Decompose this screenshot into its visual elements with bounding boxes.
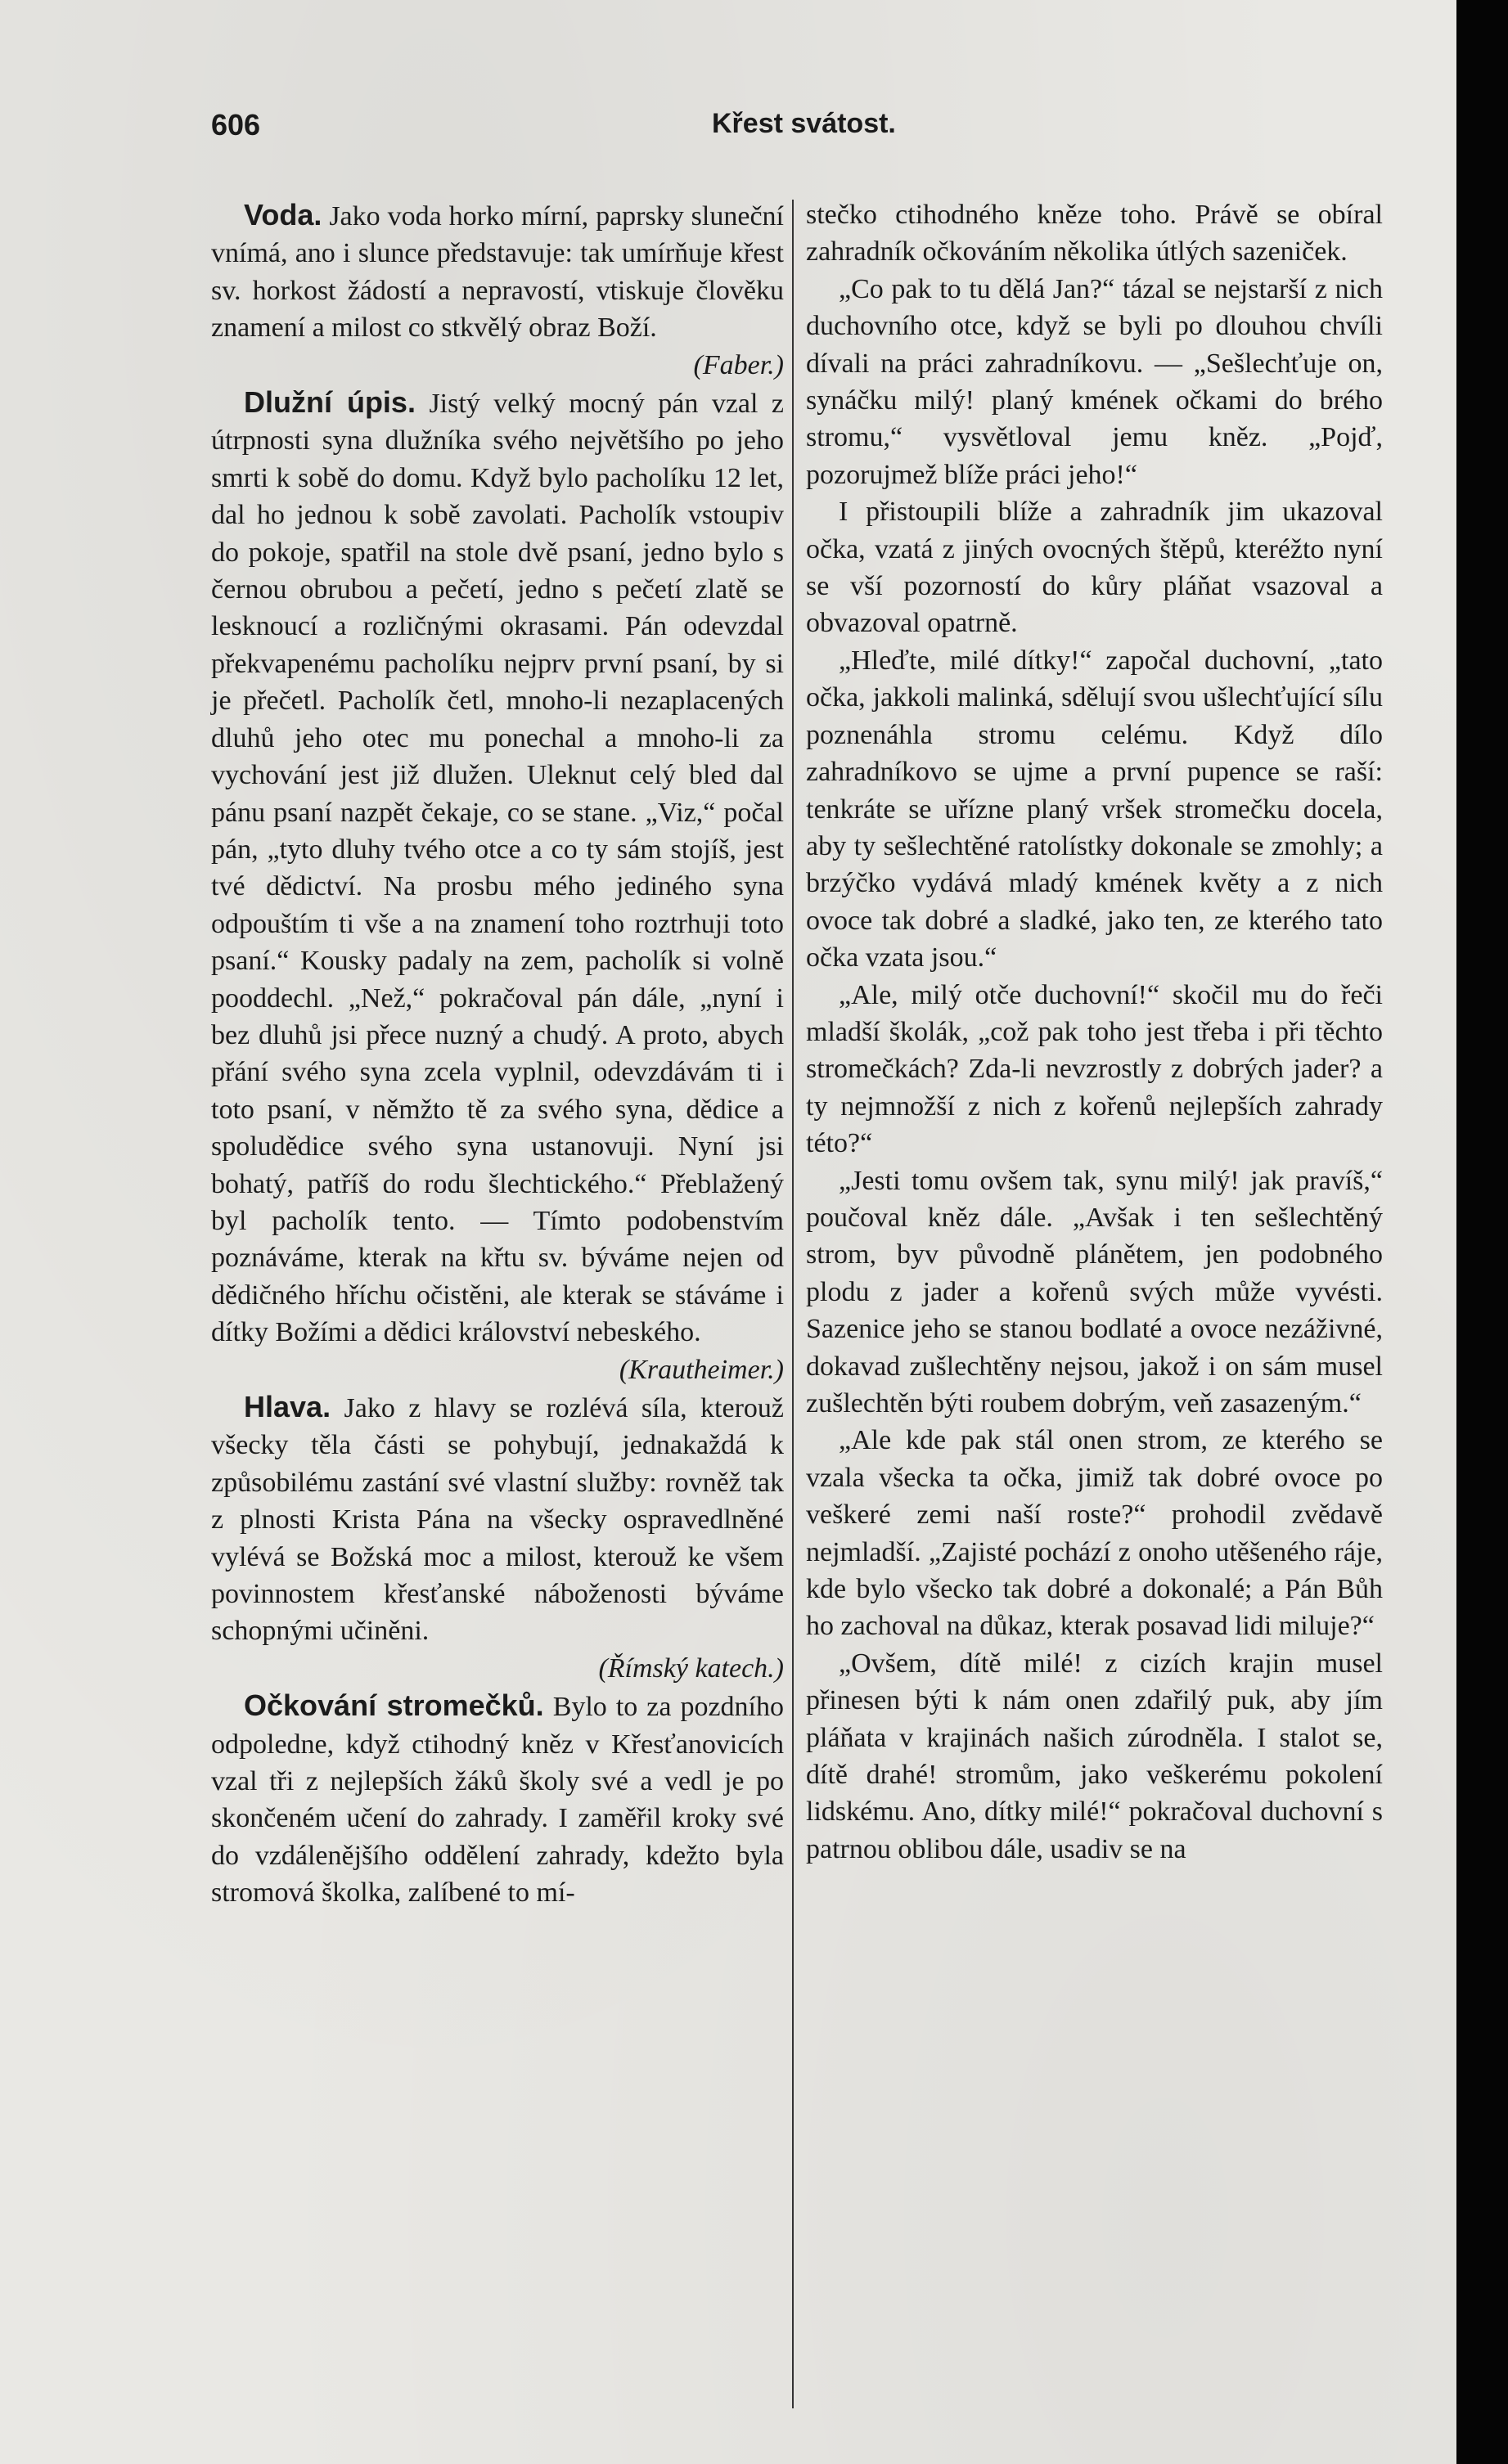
right-paragraph-5: „Ale, milý otče duchovní!“ skočil mu do řeči mladší školák, „což pak toho jest třeba i při těchto stromečkách? Zda-li nevzrostly z dobrých jader? a ty nejmnožší z nich z kořenů nejlepších zahrady této?“ [806, 979, 1383, 1159]
page-header [0, 108, 1456, 157]
right-column [806, 196, 1383, 1868]
page-number: 606 [211, 108, 261, 142]
column-divider [792, 200, 794, 2408]
voda-heading: Voda. [244, 198, 322, 232]
hlava-text: Jako z hlavy se rozlévá síla, kterouž všecky těla části se pohybují, jednakaždá k způsobilému zastání své vlastní služby: rovněž tak z plnosti Krista Pána na všecky ospravedlněné vylévá se Božská moc a milost, kterouž ke všem povinnostem křesťanské náboženosti býváme schopnými učiněni. [211, 1393, 784, 1647]
ockovani-paragraph [211, 1687, 784, 1911]
right-paragraph-6: „Jesti tomu ovšem tak, synu milý! jak pravíš,“ poučoval kněz dále. „Avšak i ten sešlechtěný strom, byv původně plánětem, jen podobného plodu z jader a kořenů svých může vyvésti. Sazenice jeho se stanou bodlaté a ovoce nezáživné, dokavad zušlechtěny nejsou, jakož i on sám musel zušlechtěn býti roubem dobrým, veň zasazeným.“ [806, 1165, 1383, 1419]
voda-paragraph [211, 196, 784, 347]
upis-source: (Krautheimer.) [619, 1354, 784, 1385]
voda-text: Jako voda horko mírní, paprsky sluneční vnímá, ano i slunce představuje: tak umírňuje křest sv. horkost žádostí a nepravostí, vtiskuje člověku znamení a milost co stkvělý obraz Boží. [211, 201, 784, 344]
right-paragraph-1: stečko ctihodného kněze toho. Právě se obíral zahradník očkováním několika útlých sazeniček. [806, 200, 1383, 268]
ockovani-text: Bylo to za pozdního odpoledne, když ctihodný kněz v Křesťanovicích vzal tři z nejlepších žáků školy své a vedl je po skončeném učení do zahrady. I zaměřil kroky své do vzdálenějšího oddělení zahrady, kdežto byla stromová školka, zalíbené to mí- [211, 1692, 785, 1909]
right-paragraph-3: I přistoupili blíže a zahradník jim ukazoval očka, vzatá z jiných ovocných štěpů, kteréžto nyní se vší pozorností do kůry pláňat vsazoval a obvazoval opatrně. [806, 497, 1383, 639]
right-paragraph-4: „Hleďte, milé dítky!“ započal duchovní, „tato očka, jakkoli malinká, sdělují svou ušlechťující sílu poznenáhla stromu celému. Když dílo zahradníkovo se ujme a první pupence se raší: tenkráte se uřízne planý vršek stromečku docela, aby ty sešlechtěné ratolístky dokonale se zmohly; a brzýčko vydává mladý kmének květy a z nich ovoce tak dobré a sladké, jako ten, ze kterého tato očka vzata jsou.“ [806, 645, 1383, 973]
hlava-heading: Hlava. [244, 1390, 331, 1423]
ockovani-heading: Očkování stromečků. [244, 1688, 544, 1723]
upis-text: Jistý velký mocný pán vzal z útrpnosti syna dlužníka svého největšího po jeho smrti k sobě do domu. Když bylo pacholíku 12 let, dal ho jednou k sobě zavolati. Pacholík vstoupiv do pokoje, spatřil na stole dvě psaní, jedno bylo s černou obrubou a pečetí, jedno s pečetí zlatě se lesknoucí a rozličnými okrasami. Pán odevzdal překvapenému pacholíku nejprv první psaní, by si je přečetl. Pacholík četl, mnoho-li nezaplacených dluhů jeho otec mu ponechal a mnoho-li za vychování jest již dlužen. Uleknut celý bled dal pánu psaní nazpět čekaje, co se stane. „Viz,“ počal pán, „tyto dluhy tvého otce a co ty sám stojíš, jest tvé dědictví. Na prosbu mého jediného syna odpouštím ti vše a na znamení toho roztrhuji toto psaní.“ Kousky padaly na zem, pacholík si volně pooddechl. „Než,“ pokračoval pán dále, „nyní i bez dluhů jsi přece nuzný a chudý. A proto, abych přání svého syna zcela vyplnil, odevzdávám ti i toto psaní, v němžto tě za svého syna, dědice a spoludědice svého syna ustanovuji. Nyní jsi bohatý, patříš do rodu šlechtického.“ Přeblažený byl pacholík tento. — Tímto podobenstvím poznáváme, kterak na křtu sv. býváme nejen od dědičného hříchu očistěni, ale kterak se stáváme i dítky Božími a dědici království nebeského. [211, 389, 784, 1348]
upis-paragraph [211, 384, 784, 1351]
hlava-paragraph [211, 1388, 784, 1650]
right-paragraph-8: „Ovšem, dítě milé! z cizích krajin musel přinesen býti k nám onen zdařilý puk, aby jím pláňata v krajinách našich zúrodněla. I stalot se, dítě drahé! stromům, jako veškerému pokolení lidskému. Ano, dítky milé!“ pokračoval duchovní s patrnou oblibou dále, usadiv se na [806, 1648, 1383, 1864]
upis-heading: Dlužní úpis. [244, 385, 416, 420]
right-paragraph-2: „Co pak to tu dělá Jan?“ tázal se nejstarší z nich duchovního otce, když se byli po dlouhou chvíli dívali na práci zahradníkovu. — „Sešlechťuje on, synáčku milý! planý kmének očkami do brého stromu,“ vysvětloval jemu kněz. „Pojď, pozorujmež blíže práci jeho!“ [806, 273, 1383, 490]
running-title: Křest svátost. [712, 108, 896, 139]
hlava-source: (Římský katech.) [598, 1652, 784, 1684]
voda-source: (Faber.) [693, 349, 784, 380]
scan-edge-shadow [1456, 0, 1508, 2464]
left-column [211, 196, 784, 1912]
right-paragraph-7: „Ale kde pak stál onen strom, ze kterého se vzala všecka ta očka, jimiž tak dobré ovoce po veškeré zemi naší roste?“ prohodil zvědavě nejmladší. „Zajisté pochází z onoho utěšeného ráje, kde bylo všecko tak dobré a dokonalé; a Pán Bůh ho zachoval na důkaz, kterak posavad lidi miluje?“ [806, 1425, 1383, 1642]
